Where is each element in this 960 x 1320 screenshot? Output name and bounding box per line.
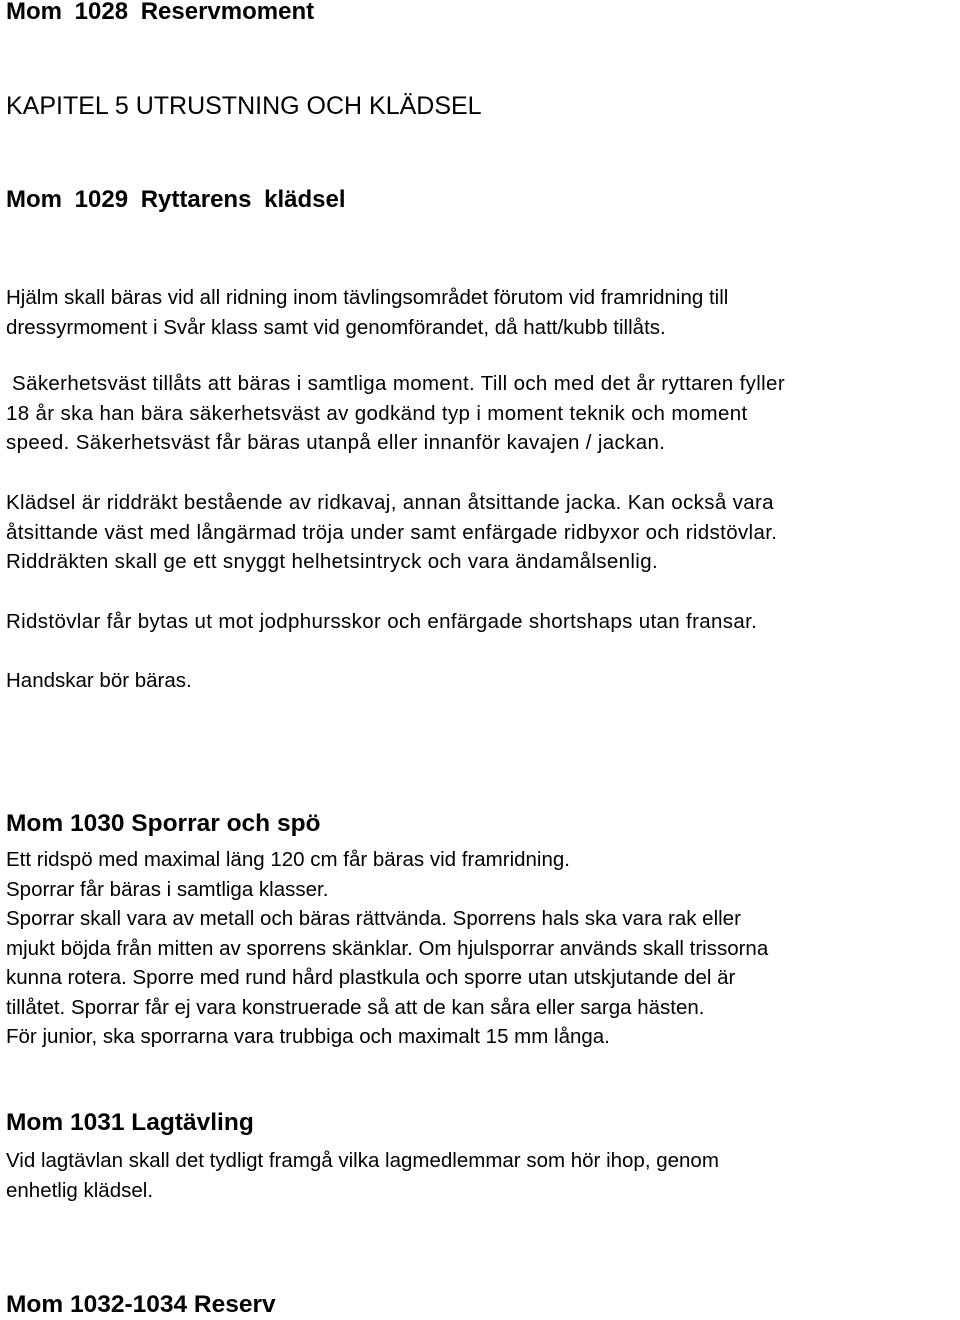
paragraph-line: kunna rotera. Sporre med rund hård plastkula och sporre utan utskjutande del är	[6, 966, 736, 989]
heading-mom-1030: Mom 1030 Sporrar och spö	[6, 810, 321, 837]
paragraph-line: tillåtet. Sporrar får ej vara konstruerade så att de kan såra eller sarga hästen.	[6, 995, 705, 1019]
paragraph-gloves: Handskar bör bäras.	[6, 669, 192, 692]
paragraph-safety-vest	[6, 369, 785, 458]
paragraph-line: åtsittande väst med långärmad tröja under samt enfärgade ridbyxor och ridstövlar.	[6, 520, 778, 544]
paragraph-line: Sporrar får bäras i samtliga klasser.	[6, 877, 329, 901]
paragraph-line: 18 år ska han bära säkerhetsväst av godkänd typ i moment teknik och moment	[6, 401, 748, 425]
paragraph-line: speed. Säkerhetsväst får bäras utanpå eller innanför kavajen / jackan.	[6, 431, 666, 454]
paragraph-spurs-whip	[6, 845, 768, 1052]
heading-mom-1028: Mom 1028 Reservmoment	[6, 0, 315, 25]
paragraph-line: mjukt böjda från mitten av sporrens skänklar. Om hjulsporrar används skall trissorna	[6, 936, 769, 960]
paragraph-helmet	[6, 283, 728, 342]
paragraph-line: enhetlig klädsel.	[6, 1178, 154, 1202]
paragraph-line: dressyrmoment i Svår klass samt vid genomförandet, då hatt/kubb tillåts.	[6, 315, 666, 339]
paragraph-line: Sporrar skall vara av metall och bäras rättvända. Sporrens hals ska vara rak eller	[6, 907, 741, 930]
heading-mom-1032-1034: Mom 1032-1034 Reserv	[6, 1291, 276, 1318]
paragraph-line: Vid lagtävlan skall det tydligt framgå vilka lagmedlemmar som hör ihop, genom	[6, 1149, 719, 1172]
heading-mom-1031: Mom 1031 Lagtävling	[6, 1109, 254, 1136]
heading-chapter-5: KAPITEL 5 UTRUSTNING OCH KLÄDSEL	[6, 92, 482, 120]
paragraph-line: Hjälm skall bäras vid all ridning inom tävlingsområdet förutom vid framridning till	[6, 286, 729, 309]
paragraph-team-competition	[6, 1146, 719, 1205]
paragraph-riding-boots: Ridstövlar får bytas ut mot jodphursskor och enfärgade shortshaps utan fransar.	[6, 610, 758, 633]
paragraph-line: Ett ridspö med maximal läng 120 cm får bäras vid framridning.	[6, 848, 570, 871]
paragraph-line: För junior, ska sporrarna vara trubbiga och maximalt 15 mm långa.	[6, 1025, 610, 1048]
paragraph-line: Riddräkten skall ge ett snyggt helhetsintryck och vara ändamålsenlig.	[6, 550, 659, 573]
paragraph-riding-attire	[6, 488, 777, 577]
paragraph-line: Säkerhetsväst tillåts att bäras i samtliga moment. Till och med det år ryttaren fyller	[6, 372, 785, 395]
heading-mom-1029: Mom 1029 Ryttarens klädsel	[6, 186, 346, 213]
paragraph-line: Klädsel är riddräkt bestående av ridkavaj, annan åtsittande jacka. Kan också vara	[6, 491, 774, 514]
